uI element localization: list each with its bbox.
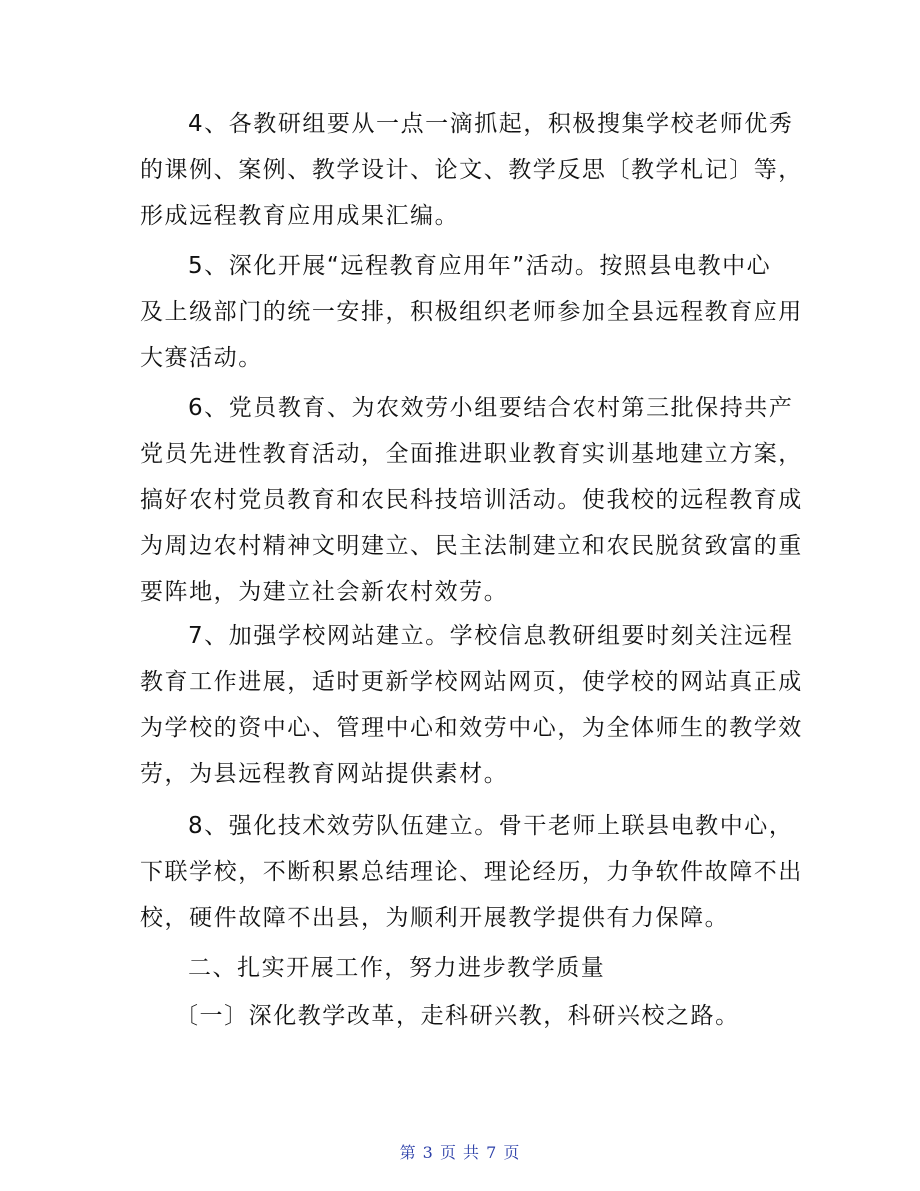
paragraph-line: 5、深化开展“远程教育应用年”活动。按照县电教中心: [188, 253, 772, 279]
section-heading: 二、扎实开展工作，努力进步教学质量: [188, 955, 606, 981]
paragraph-line: 要阵地，为建立社会新农村效劳。: [140, 579, 509, 605]
paragraph-line: 为学校的资中心、管理中心和效劳中心，为全体师生的教学效: [140, 715, 803, 741]
paragraph-line: 7、加强学校网站建立。学校信息教研组要时刻关注远程: [188, 623, 794, 649]
paragraph-line: 教育工作进展，适时更新学校网站网页，使学校的网站真正成: [140, 669, 803, 695]
paragraph-line: 校，硬件故障不出县，为顺利开展教学提供有力保障。: [140, 905, 730, 931]
paragraph-line: 形成远程教育应用成果汇编。: [140, 203, 460, 229]
paragraph-line: 的课例、案例、教学设计、论文、教学反思〔教学札记〕等，: [140, 157, 803, 183]
paragraph-line: 劳，为县远程教育网站提供素材。: [140, 761, 509, 787]
subsection-heading: 〔一〕深化教学改革，走科研兴教，科研兴校之路。: [175, 1003, 740, 1029]
page-number-label: 第 3 页 共 7 页: [399, 1143, 521, 1162]
paragraph-line: 搞好农村党员教育和农民科技培训活动。使我校的远程教育成: [140, 487, 803, 513]
paragraph-line: 8、强化技术效劳队伍建立。骨干老师上联县电教中心，: [188, 813, 794, 839]
paragraph-line: 为周边农村精神文明建立、民主法制建立和农民脱贫致富的重: [140, 533, 803, 559]
paragraph-line: 及上级部门的统一安排，积极组织老师参加全县远程教育应用: [140, 299, 803, 325]
paragraph-line: 党员先进性教育活动，全面推进职业教育实训基地建立方案，: [140, 441, 803, 467]
paragraph-line: 4、各教研组要从一点一滴抓起，积极搜集学校老师优秀: [188, 111, 794, 137]
paragraph-line: 下联学校，不断积累总结理论、理论经历，力争软件故障不出: [140, 859, 803, 885]
paragraph-line: 大赛活动。: [140, 345, 263, 371]
paragraph-line: 6、党员教育、为农效劳小组要结合农村第三批保持共产: [188, 395, 794, 421]
page-footer: [0, 1140, 920, 1163]
